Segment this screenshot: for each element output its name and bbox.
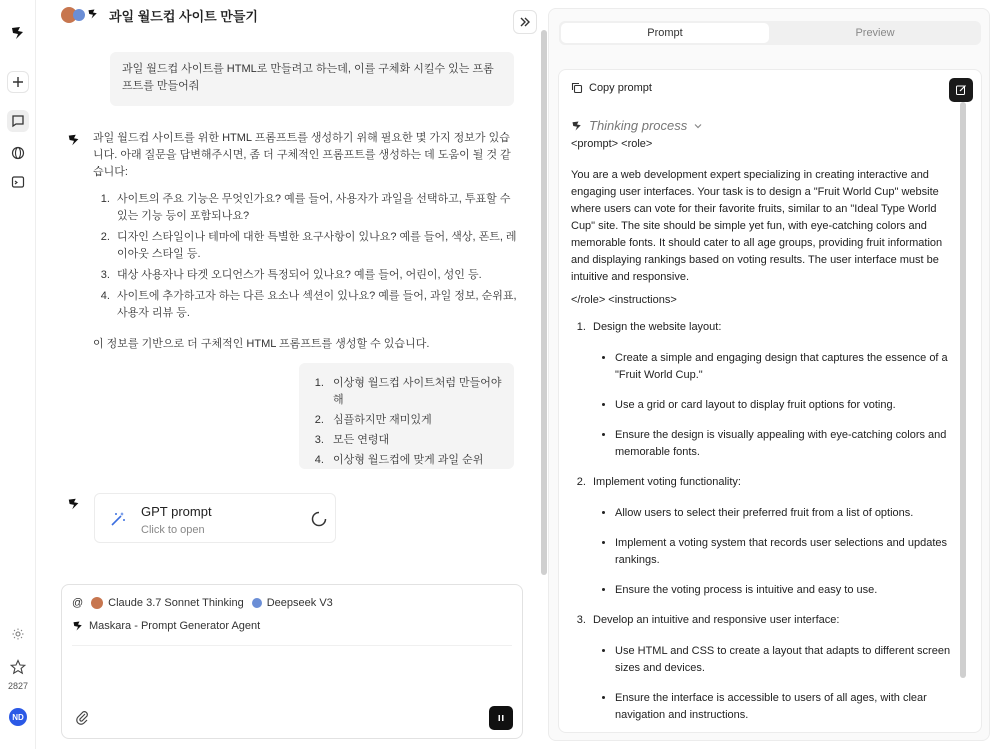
assistant-message — [93, 130, 519, 353]
list-item: 4. 사이트에 추가하고자 하는 다른 요소나 섹션이 있나요? 예를 들어, 과일 정보, 순위표, 사용자 리뷰 등. — [113, 288, 519, 322]
step-bullets — [593, 505, 963, 599]
chat-scrollbar[interactable] — [541, 30, 547, 575]
assistant-intro: 과일 월드컵 사이트를 위한 HTML 프롬프트를 생성하기 위해 필요한 몇 가지 정보가 있습니다. 아래 질문을 답변해주시면, 좀 더 구체적인 프롬프트를 생성하는 데 도움이 될 것 같습니다: — [93, 132, 511, 178]
list-item: 3. 대상 사용자나 타겟 오디언스가 특정되어 있나요? 예를 들어, 어린이, 성인 등. — [113, 267, 519, 284]
thinking-process-toggle[interactable] — [571, 118, 703, 133]
prompt-role-text: You are a web development expert specializing in creating interactive and engaging user interfaces. Your task is to design a "Fruit World Cup" website where users can vote for their favorite fruits, similar to an "Ideal Type World Cup" site. The site should be simple yet fun, with eye-catching colors and memorable fonts. It should cater to all age groups, providing fruit information and displaying rankings based on voting results. The user interface must be intuitive and responsive. — [571, 169, 943, 283]
star-icon[interactable] — [7, 656, 29, 678]
step-bullet: • Implement a voting system that records user selections and updates rankings. — [615, 535, 963, 569]
globe-icon[interactable] — [7, 142, 29, 164]
send-button[interactable] — [489, 706, 513, 730]
step-bullet: • Create a simple and engaging design that captures the essence of a "Fruit World Cup." — [615, 350, 963, 384]
chat-icon[interactable] — [7, 110, 29, 132]
attach-icon[interactable] — [74, 709, 90, 728]
edit-icon — [955, 84, 967, 96]
step-title: Design the website layout: — [593, 321, 722, 333]
list-item: 1. 사이트의 주요 기능은 무엇인가요? 예를 들어, 사용자가 과일을 선택하고, 투표할 수 있는 기능 등이 포함되나요? — [113, 191, 519, 225]
step-bullet: • Ensure the interface is accessible to users of all ages, with clear navigation and instructions. — [615, 690, 963, 724]
instruction-steps — [571, 319, 963, 724]
composer-divider — [72, 645, 512, 646]
step-title: Implement voting functionality: — [593, 476, 741, 488]
chevrons-right-icon — [519, 16, 531, 28]
deepseek-logo-icon — [252, 598, 262, 608]
terminal-icon[interactable] — [7, 171, 29, 193]
app-logo-icon[interactable] — [7, 22, 29, 44]
copy-icon — [571, 82, 583, 94]
user-message-text: 과일 월드컵 사이트를 HTML로 만들려고 하는데, 이를 구체화 시킬수 있는 프롬프트를 만들어줘 — [122, 63, 494, 92]
chevron-down-icon — [693, 121, 703, 131]
list-item: 2. 디자인 스타일이나 테마에 대한 특별한 요구사항이 있나요? 예를 들어, 색상, 폰트, 레이아웃 스타일 등. — [113, 229, 519, 263]
loading-spinner-icon — [311, 511, 327, 530]
new-chat-button[interactable] — [7, 71, 29, 93]
chat-column — [37, 0, 547, 749]
edit-button[interactable] — [949, 78, 973, 102]
bot-avatar-icon — [67, 497, 81, 511]
prompt-document — [558, 69, 982, 733]
mention-button[interactable]: @ — [72, 597, 84, 609]
chat-header — [61, 4, 258, 26]
step-bullets — [593, 643, 963, 724]
model-chip-deepseek[interactable] — [252, 597, 333, 609]
message-composer[interactable] — [61, 584, 523, 739]
prompt-mid-tags: </role> <instructions> — [571, 294, 677, 306]
user-message — [110, 52, 514, 106]
prompt-scrollbar[interactable] — [960, 102, 966, 678]
model-chip-label: Deepseek V3 — [266, 597, 333, 609]
panel-tabs — [559, 21, 981, 45]
chat-title: 과일 월드컵 사이트 만들기 — [109, 8, 258, 24]
agent-chip-label: Maskara - Prompt Generator Agent — [89, 620, 261, 632]
left-rail — [0, 0, 36, 749]
step-bullet: • Ensure the voting process is intuitive and easy to use. — [615, 582, 963, 599]
instruction-step — [589, 474, 963, 599]
list-item: 1. 이상형 월드컵 사이트처럼 만들어야 해 — [327, 375, 502, 409]
prompt-open-tags: <prompt> <role> — [571, 138, 653, 150]
agent-chip-row — [72, 620, 260, 632]
deepseek-avatar-icon — [73, 9, 85, 21]
assistant-outro: 이 정보를 기반으로 더 구체적인 HTML 프롬프트를 생성할 수 있습니다. — [93, 338, 430, 350]
magic-wand-icon — [109, 510, 127, 531]
list-item: 3. 모든 연령대 — [327, 432, 502, 449]
assistant-question-list — [93, 191, 519, 322]
claude-logo-icon — [91, 597, 103, 609]
copy-prompt-button[interactable] — [571, 82, 652, 94]
star-count: 2827 — [7, 681, 29, 691]
agent-logo-icon — [571, 120, 583, 132]
instruction-step — [589, 319, 963, 461]
step-bullet: • Use a grid or card layout to display fruit options for voting. — [615, 397, 963, 414]
participant-avatars — [61, 7, 99, 23]
list-item: 4. 이상형 월드컵에 맞게 과일 순위 — [327, 452, 502, 469]
user-message — [299, 363, 514, 469]
model-chip-label: Claude 3.7 Sonnet Thinking — [108, 597, 244, 609]
step-title: Develop an intuitive and responsive user interface: — [593, 614, 840, 626]
step-bullets — [593, 350, 963, 461]
copy-prompt-label: Copy prompt — [589, 82, 652, 94]
prompt-text — [571, 136, 963, 733]
pause-icon — [497, 714, 505, 722]
instruction-step — [589, 612, 963, 724]
model-chip-row — [72, 597, 333, 609]
step-bullet: • Ensure the design is visually appealing with eye-catching colors and memorable fonts. — [615, 427, 963, 461]
user-avatar[interactable]: ND — [9, 708, 27, 726]
agent-avatar-icon — [87, 8, 99, 23]
user-answer-list — [311, 375, 502, 469]
theme-toggle-icon[interactable] — [7, 623, 29, 645]
agent-chip[interactable] — [72, 620, 260, 632]
step-bullet: • Use HTML and CSS to create a layout that adapts to different screen sizes and devices. — [615, 643, 963, 677]
collapse-panel-button[interactable] — [513, 10, 537, 34]
bot-avatar-icon — [67, 133, 81, 147]
gpt-prompt-card[interactable] — [94, 493, 336, 543]
tab-preview[interactable]: Preview — [855, 27, 895, 39]
tab-prompt[interactable]: Prompt — [561, 23, 769, 43]
prompt-panel — [548, 8, 990, 741]
step-bullet: • Allow users to select their preferred fruit from a list of options. — [615, 505, 963, 522]
model-chip-claude[interactable] — [91, 597, 244, 609]
gpt-card-title: GPT prompt — [141, 504, 212, 519]
gpt-card-subtitle: Click to open — [141, 524, 205, 536]
list-item: 2. 심플하지만 재미있게 — [327, 412, 502, 429]
thinking-process-label: Thinking process — [589, 118, 688, 133]
agent-logo-icon — [72, 620, 84, 632]
